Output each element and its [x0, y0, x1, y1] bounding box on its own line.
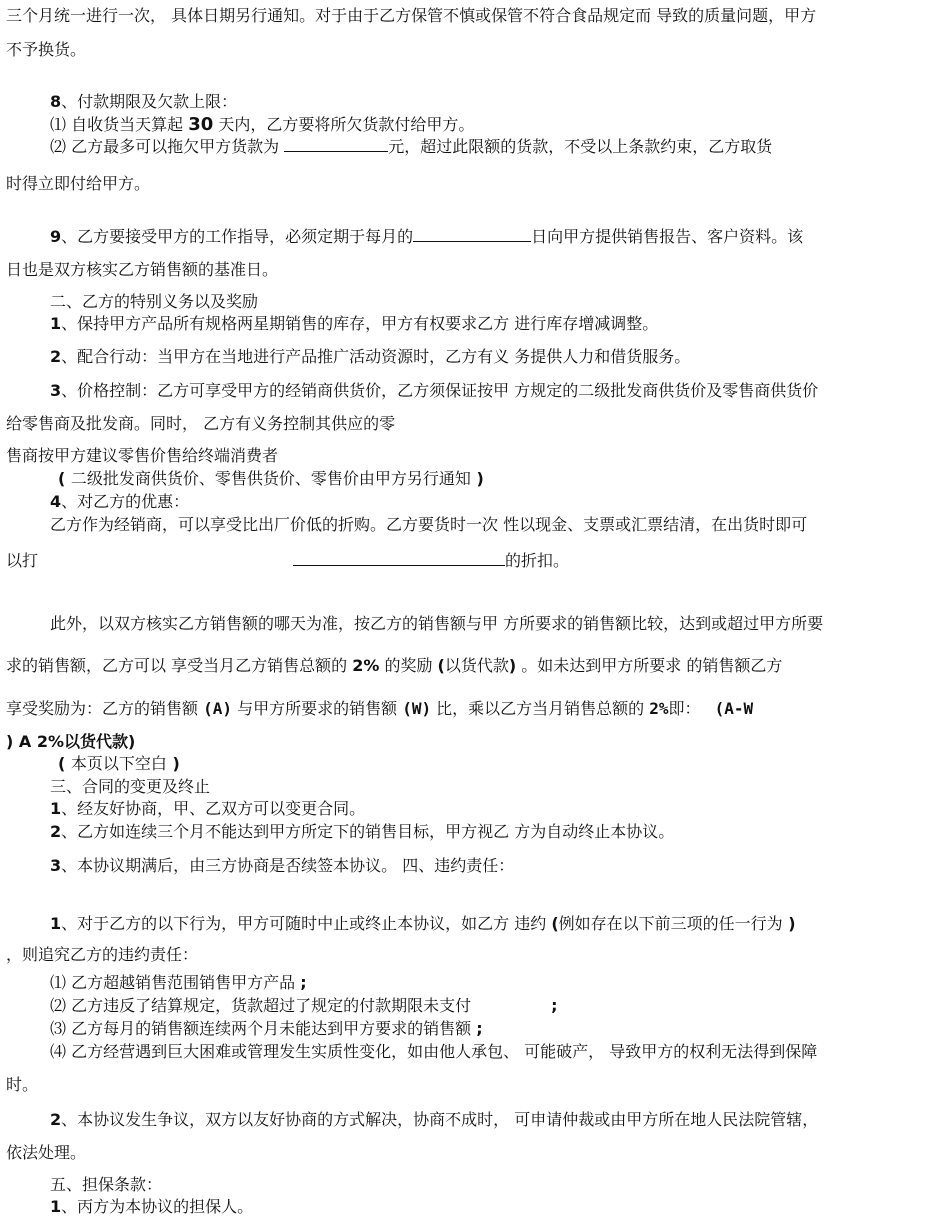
- item-number: 2: [50, 822, 62, 841]
- formula-a: (A): [203, 699, 232, 718]
- heading: 三、合同的变更及终止: [50, 777, 211, 796]
- item-text: 、本协议发生争议，双方以友好协商的方式解决，协商不成时， 可申请仲裁或由甲方所在地人民法院管辖，: [61, 1110, 819, 1129]
- part-3-item-2: [50, 822, 674, 842]
- item-text: ⑵ 乙方最多可以拖欠甲方货款为: [50, 137, 285, 156]
- paragraph-text: 的折扣。: [505, 551, 570, 570]
- section-8-item-2: [50, 137, 772, 157]
- item-number: 1: [50, 1197, 62, 1216]
- item-text: 例如存在以下前三项的任一行为: [558, 914, 783, 933]
- item-text: 、对于乙方的以下行为，甲方可随时中止或终止本协议，如乙方 违约: [61, 914, 552, 933]
- text-line: [6, 1075, 38, 1095]
- item-text: ⑵ 乙方违反了结算规定，货款超过了规定的付款期限未支付: [50, 996, 472, 1015]
- item-number: 4: [50, 492, 62, 511]
- formula-w: (W): [402, 699, 432, 718]
- paragraph-text: 给零售商及批发商。同时， 乙方有义务控制其供应的零: [6, 414, 396, 433]
- paren-close: ): [508, 656, 517, 675]
- paragraph-text: 求的销售额，乙方可以 享受当月乙方销售总额的: [6, 656, 353, 675]
- paragraph-text: 不予换货。: [6, 40, 87, 59]
- paragraph-text: 日也是双方核实乙方销售额的基准日。: [6, 260, 279, 279]
- item-number: 3: [50, 381, 62, 400]
- paren-open: (: [437, 656, 445, 675]
- text-line: [6, 260, 278, 280]
- paren-open: (: [58, 469, 71, 488]
- text-line: [6, 414, 395, 434]
- note-text: 二级批发商供货价、零售供货价、零售价由甲方另行通知: [70, 469, 471, 488]
- item-text: 、乙方要接受甲方的工作指导，必须定期于每月的: [61, 227, 414, 246]
- discount-blank[interactable]: [293, 551, 505, 566]
- paragraph-text: 以货代款): [64, 732, 136, 751]
- paragraph-text: 与甲方所要求的销售额: [232, 699, 403, 718]
- part-3-item-1: [50, 799, 365, 819]
- item-text: 、本协议期满后，由三方协商是否续签本协议。 四、违约责任：: [61, 856, 515, 875]
- formula: (A-W: [714, 699, 754, 718]
- paragraph-text: 时得立即付给甲方。: [6, 174, 151, 193]
- part-2-item-4: [50, 492, 189, 512]
- paragraph-text: 比，乘以乙方当月销售总额的: [431, 699, 650, 718]
- text-line: [50, 515, 807, 535]
- paragraph-text: 享受奖励为：乙方的销售额: [6, 699, 204, 718]
- paren-close: ): [470, 469, 484, 488]
- part-3-item-3: [50, 856, 514, 876]
- item-number: 1: [50, 314, 62, 333]
- item-text: 、经友好协商，甲、乙双方可以变更合同。: [61, 799, 366, 818]
- item-text: 、保持甲方产品所有规格两星期销售的库存，甲方有权要求乙方 进行库存增减调整。: [61, 314, 659, 333]
- text-line: [6, 656, 782, 676]
- heading: 五、担保条款：: [50, 1175, 163, 1194]
- text-line: [6, 6, 816, 26]
- semicolon: ;: [551, 996, 558, 1015]
- item-text: ⑷ 乙方经营遇到巨大困难或管理发生实质性变化，如由他人承包、 可能破产， 导致甲方的权利无法得到保障: [50, 1042, 818, 1061]
- paren-open: (: [58, 754, 71, 773]
- part-3-title: [50, 777, 210, 797]
- section-9: [50, 227, 803, 247]
- report-day-blank[interactable]: [413, 227, 531, 242]
- paragraph-text: 的奖励: [379, 656, 438, 675]
- paragraph-text: 乙方作为经销商，可以享受比出厂价低的折购。乙方要货时一次 性以现金、支票或汇票结清，在出货时即可: [50, 515, 808, 534]
- debt-limit-blank[interactable]: [284, 137, 388, 152]
- part-4-item-1: [50, 914, 796, 934]
- paragraph-text: 依法处理。: [6, 1143, 87, 1162]
- semicolon: ;: [476, 1019, 483, 1038]
- text-line: [6, 174, 150, 194]
- part-2-title: [50, 292, 258, 312]
- paragraph-text: 时。: [6, 1075, 39, 1094]
- text-line: [6, 40, 86, 60]
- breach-item-3: [50, 1019, 483, 1039]
- section-number: 9: [50, 227, 62, 246]
- item-text: ⑴ 乙方超越销售范围销售甲方产品: [50, 973, 301, 992]
- item-text: ⑴ 自收货当天算起: [50, 115, 189, 134]
- text-line: [6, 945, 198, 965]
- paragraph-text: 三个月统一进行一次， 具体日期另行通知。对于由于乙方保管不慎或保管不符合食品规定而 导致的质量问题，甲方: [6, 6, 817, 25]
- formula: ) A 2%: [6, 732, 64, 751]
- text-line: [6, 732, 135, 752]
- part-2-item-3: [50, 381, 818, 401]
- paragraph-text: 。如未达到甲方所要求 的销售额乙方: [516, 656, 783, 675]
- text-line: [6, 446, 278, 466]
- note-text: 本页以下空白: [70, 754, 167, 773]
- paragraph-text: ，则追究乙方的违约责任：: [6, 945, 199, 964]
- item-text: 、丙方为本协议的担保人。: [61, 1197, 254, 1216]
- heading: 二、乙方的特别义务以及奖励: [50, 292, 259, 311]
- paragraph-text: 即：: [668, 699, 701, 718]
- text-line: [50, 614, 823, 634]
- paren-open: (: [551, 914, 559, 933]
- days-number: 30: [188, 114, 214, 135]
- item-text: 、对乙方的优惠：: [61, 492, 190, 511]
- item-text: 、价格控制：乙方可享受甲方的经销商供货价，乙方须保证按甲 方规定的二级批发商供货价及零售商供货价: [61, 381, 819, 400]
- discount-line: [6, 551, 569, 571]
- section-8-title: [50, 92, 237, 112]
- item-text: 、配合行动：当甲方在当地进行产品推广活动资源时，乙方有义 务提供人力和借货服务。: [61, 347, 691, 366]
- paragraph-text: 以打: [6, 551, 39, 570]
- text-line: [6, 1143, 86, 1163]
- item-number: 2: [50, 347, 62, 366]
- item-text: 日向甲方提供销售报告、客户资料。该: [531, 227, 804, 246]
- item-number: 3: [50, 856, 62, 875]
- text-line: [6, 699, 753, 719]
- part-4-item-2: [50, 1110, 818, 1130]
- part-2-item-2: [50, 347, 690, 367]
- section-number: 8: [50, 92, 62, 111]
- item-text: 天内，乙方要将所欠货款付给甲方。: [213, 115, 475, 134]
- paren-close: ): [782, 914, 796, 933]
- item-text: ⑶ 乙方每月的销售额连续两个月未能达到甲方要求的销售额: [50, 1019, 477, 1038]
- item-number: 1: [50, 914, 62, 933]
- bonus-percent: 2%: [649, 699, 669, 718]
- part-5-title: [50, 1175, 162, 1195]
- section-8-item-1: [50, 115, 474, 135]
- blank-note: [58, 754, 180, 774]
- section-title: 、付款期限及欠款上限：: [61, 92, 238, 111]
- item-text: 、乙方如连续三个月不能达到甲方所定下的销售目标，甲方视乙 方为自动终止本协议。: [61, 822, 675, 841]
- part-2-item-1: [50, 314, 658, 334]
- paragraph-text: 此外，以双方核实乙方销售额的哪天为准，按乙方的销售额与甲 方所要求的销售额比较，达到或超过甲方所要: [50, 614, 824, 633]
- item-text: 元，超过此限额的货款，不受以上条款约束，乙方取货: [388, 137, 773, 156]
- price-note: [58, 469, 484, 489]
- semicolon: ;: [300, 973, 307, 992]
- breach-item-2: [50, 996, 558, 1016]
- breach-item-1: [50, 973, 307, 993]
- paragraph-text: 以货代款: [444, 656, 509, 675]
- paren-close: ): [166, 754, 180, 773]
- item-number: 2: [50, 1110, 62, 1129]
- paragraph-text: 售商按甲方建议零售价售给终端消费者: [6, 446, 279, 465]
- breach-item-4: [50, 1042, 817, 1062]
- part-5-item-1: [50, 1197, 253, 1217]
- bonus-percent: 2%: [352, 656, 380, 675]
- item-number: 1: [50, 799, 62, 818]
